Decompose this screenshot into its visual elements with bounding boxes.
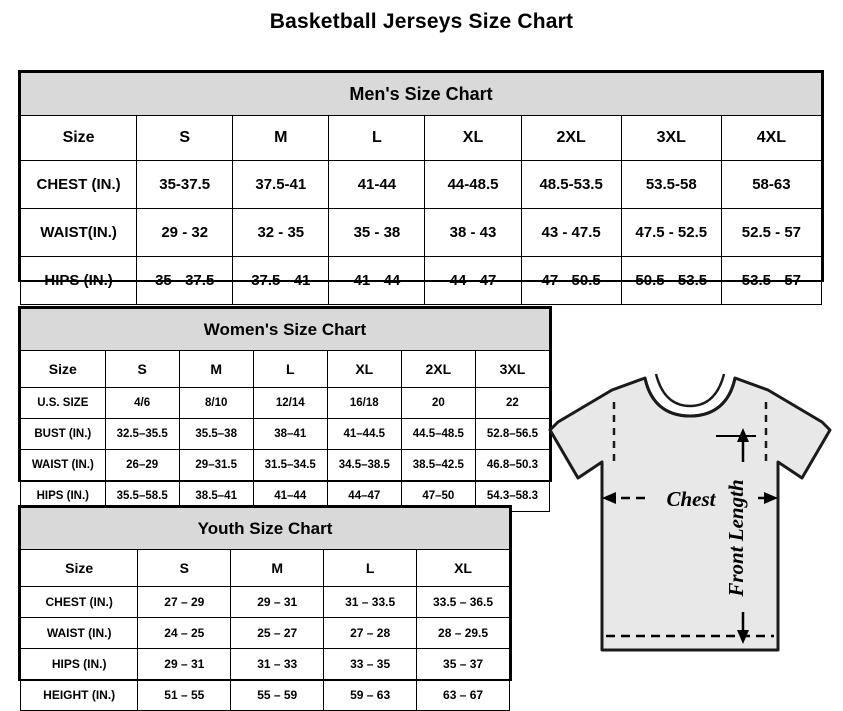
table-row [21,388,550,419]
table-cell: 32 - 35 [233,209,329,257]
womens-size-table [20,308,550,512]
table-cell: 41–44 [253,481,327,512]
youth-header-cell: S [138,550,231,587]
mens-caption-row [21,73,822,116]
table-cell: 31 – 33 [231,649,324,680]
table-cell: 51 – 55 [138,680,231,711]
table-cell: 8/10 [179,388,253,419]
front-length-label: Front Length [724,479,748,597]
mens-header-cell: 3XL [621,116,721,161]
row-label: CHEST (IN.) [21,161,137,209]
table-cell: 44–47 [327,481,401,512]
youth-size-chart [18,505,512,702]
row-label: BUST (IN.) [21,419,106,450]
womens-header-cell: M [179,351,253,388]
table-cell: 41–44.5 [327,419,401,450]
table-cell: 53.5 - 57 [721,257,821,305]
table-row [21,209,822,257]
table-row [21,161,822,209]
table-cell: 59 – 63 [324,680,417,711]
mens-header-cell: S [137,116,233,161]
table-cell: 25 – 27 [231,618,324,649]
table-row [21,649,510,680]
table-cell: 47 - 50.5 [521,257,621,305]
row-label: HIPS (IN.) [21,649,138,680]
table-cell: 35 - 38 [329,209,425,257]
jersey-measurement-diagram [540,350,840,680]
table-cell: 35-37.5 [137,161,233,209]
mens-header-cell: XL [425,116,521,161]
table-row [21,618,510,649]
row-label: HEIGHT (IN.) [21,680,138,711]
table-cell: 32.5–35.5 [105,419,179,450]
table-cell: 33 – 35 [324,649,417,680]
table-cell: 52.5 - 57 [721,209,821,257]
womens-header-row [21,351,550,388]
table-cell: 37.5 - 41 [233,257,329,305]
table-cell: 22 [475,388,549,419]
table-cell: 58-63 [721,161,821,209]
chest-label: Chest [666,487,716,511]
table-cell: 48.5-53.5 [521,161,621,209]
table-cell: 38–41 [253,419,327,450]
table-cell: 44 - 47 [425,257,521,305]
womens-caption: Women's Size Chart [21,309,550,351]
table-cell: 41 - 44 [329,257,425,305]
table-cell: 29 – 31 [138,649,231,680]
youth-caption-row [21,508,510,550]
table-row [21,680,510,711]
row-label: HIPS (IN.) [21,257,137,305]
womens-header-cell: 3XL [475,351,549,388]
table-cell: 12/14 [253,388,327,419]
table-cell: 27 – 28 [324,618,417,649]
youth-header-cell: Size [21,550,138,587]
table-cell: 46.8–50.3 [475,450,549,481]
row-label: CHEST (IN.) [21,587,138,618]
table-cell: 4/6 [105,388,179,419]
table-cell: 26–29 [105,450,179,481]
table-cell: 44.5–48.5 [401,419,475,450]
womens-caption-row [21,309,550,351]
table-cell: 16/18 [327,388,401,419]
row-label: HIPS (IN.) [21,481,106,512]
table-cell: 53.5-58 [621,161,721,209]
table-cell: 37.5-41 [233,161,329,209]
mens-header-cell: Size [21,116,137,161]
table-row [21,450,550,481]
table-cell: 47.5 - 52.5 [621,209,721,257]
table-cell: 35 - 37.5 [137,257,233,305]
youth-size-table [20,507,510,711]
womens-header-cell: Size [21,351,106,388]
womens-header-cell: 2XL [401,351,475,388]
table-cell: 50.5 - 53.5 [621,257,721,305]
table-cell: 33.5 – 36.5 [417,587,510,618]
mens-header-cell: 4XL [721,116,821,161]
table-row [21,257,822,305]
womens-header-cell: S [105,351,179,388]
table-cell: 27 – 29 [138,587,231,618]
table-cell: 24 – 25 [138,618,231,649]
youth-caption: Youth Size Chart [21,508,510,550]
youth-header-cell: L [324,550,417,587]
table-cell: 55 – 59 [231,680,324,711]
table-row [21,587,510,618]
table-cell: 31 – 33.5 [324,587,417,618]
womens-header-cell: XL [327,351,401,388]
table-cell: 20 [401,388,475,419]
womens-size-chart [18,306,552,502]
table-cell: 47–50 [401,481,475,512]
mens-size-chart [18,70,824,289]
table-cell: 38 - 43 [425,209,521,257]
table-cell: 38.5–41 [179,481,253,512]
table-cell: 29 - 32 [137,209,233,257]
mens-size-table [20,72,822,305]
table-cell: 41-44 [329,161,425,209]
row-label: U.S. SIZE [21,388,106,419]
table-cell: 52.8–56.5 [475,419,549,450]
table-cell: 35.5–58.5 [105,481,179,512]
row-label: WAIST (IN.) [21,450,106,481]
mens-header-cell: 2XL [521,116,621,161]
table-cell: 35.5–38 [179,419,253,450]
row-label: WAIST(IN.) [21,209,137,257]
table-cell: 35 – 37 [417,649,510,680]
row-label: WAIST (IN.) [21,618,138,649]
mens-header-cell: M [233,116,329,161]
table-cell: 31.5–34.5 [253,450,327,481]
table-cell: 43 - 47.5 [521,209,621,257]
womens-header-cell: L [253,351,327,388]
table-row [21,419,550,450]
youth-header-cell: XL [417,550,510,587]
mens-caption: Men's Size Chart [21,73,822,116]
table-cell: 38.5–42.5 [401,450,475,481]
table-cell: 44-48.5 [425,161,521,209]
table-cell: 34.5–38.5 [327,450,401,481]
table-cell: 29–31.5 [179,450,253,481]
mens-header-row [21,116,822,161]
table-cell: 63 – 67 [417,680,510,711]
page-title: Basketball Jerseys Size Chart [269,10,574,33]
youth-header-cell: M [231,550,324,587]
table-cell: 28 – 29.5 [417,618,510,649]
table-cell: 54.3–58.3 [475,481,549,512]
table-cell: 29 – 31 [231,587,324,618]
mens-header-cell: L [329,116,425,161]
youth-header-row [21,550,510,587]
